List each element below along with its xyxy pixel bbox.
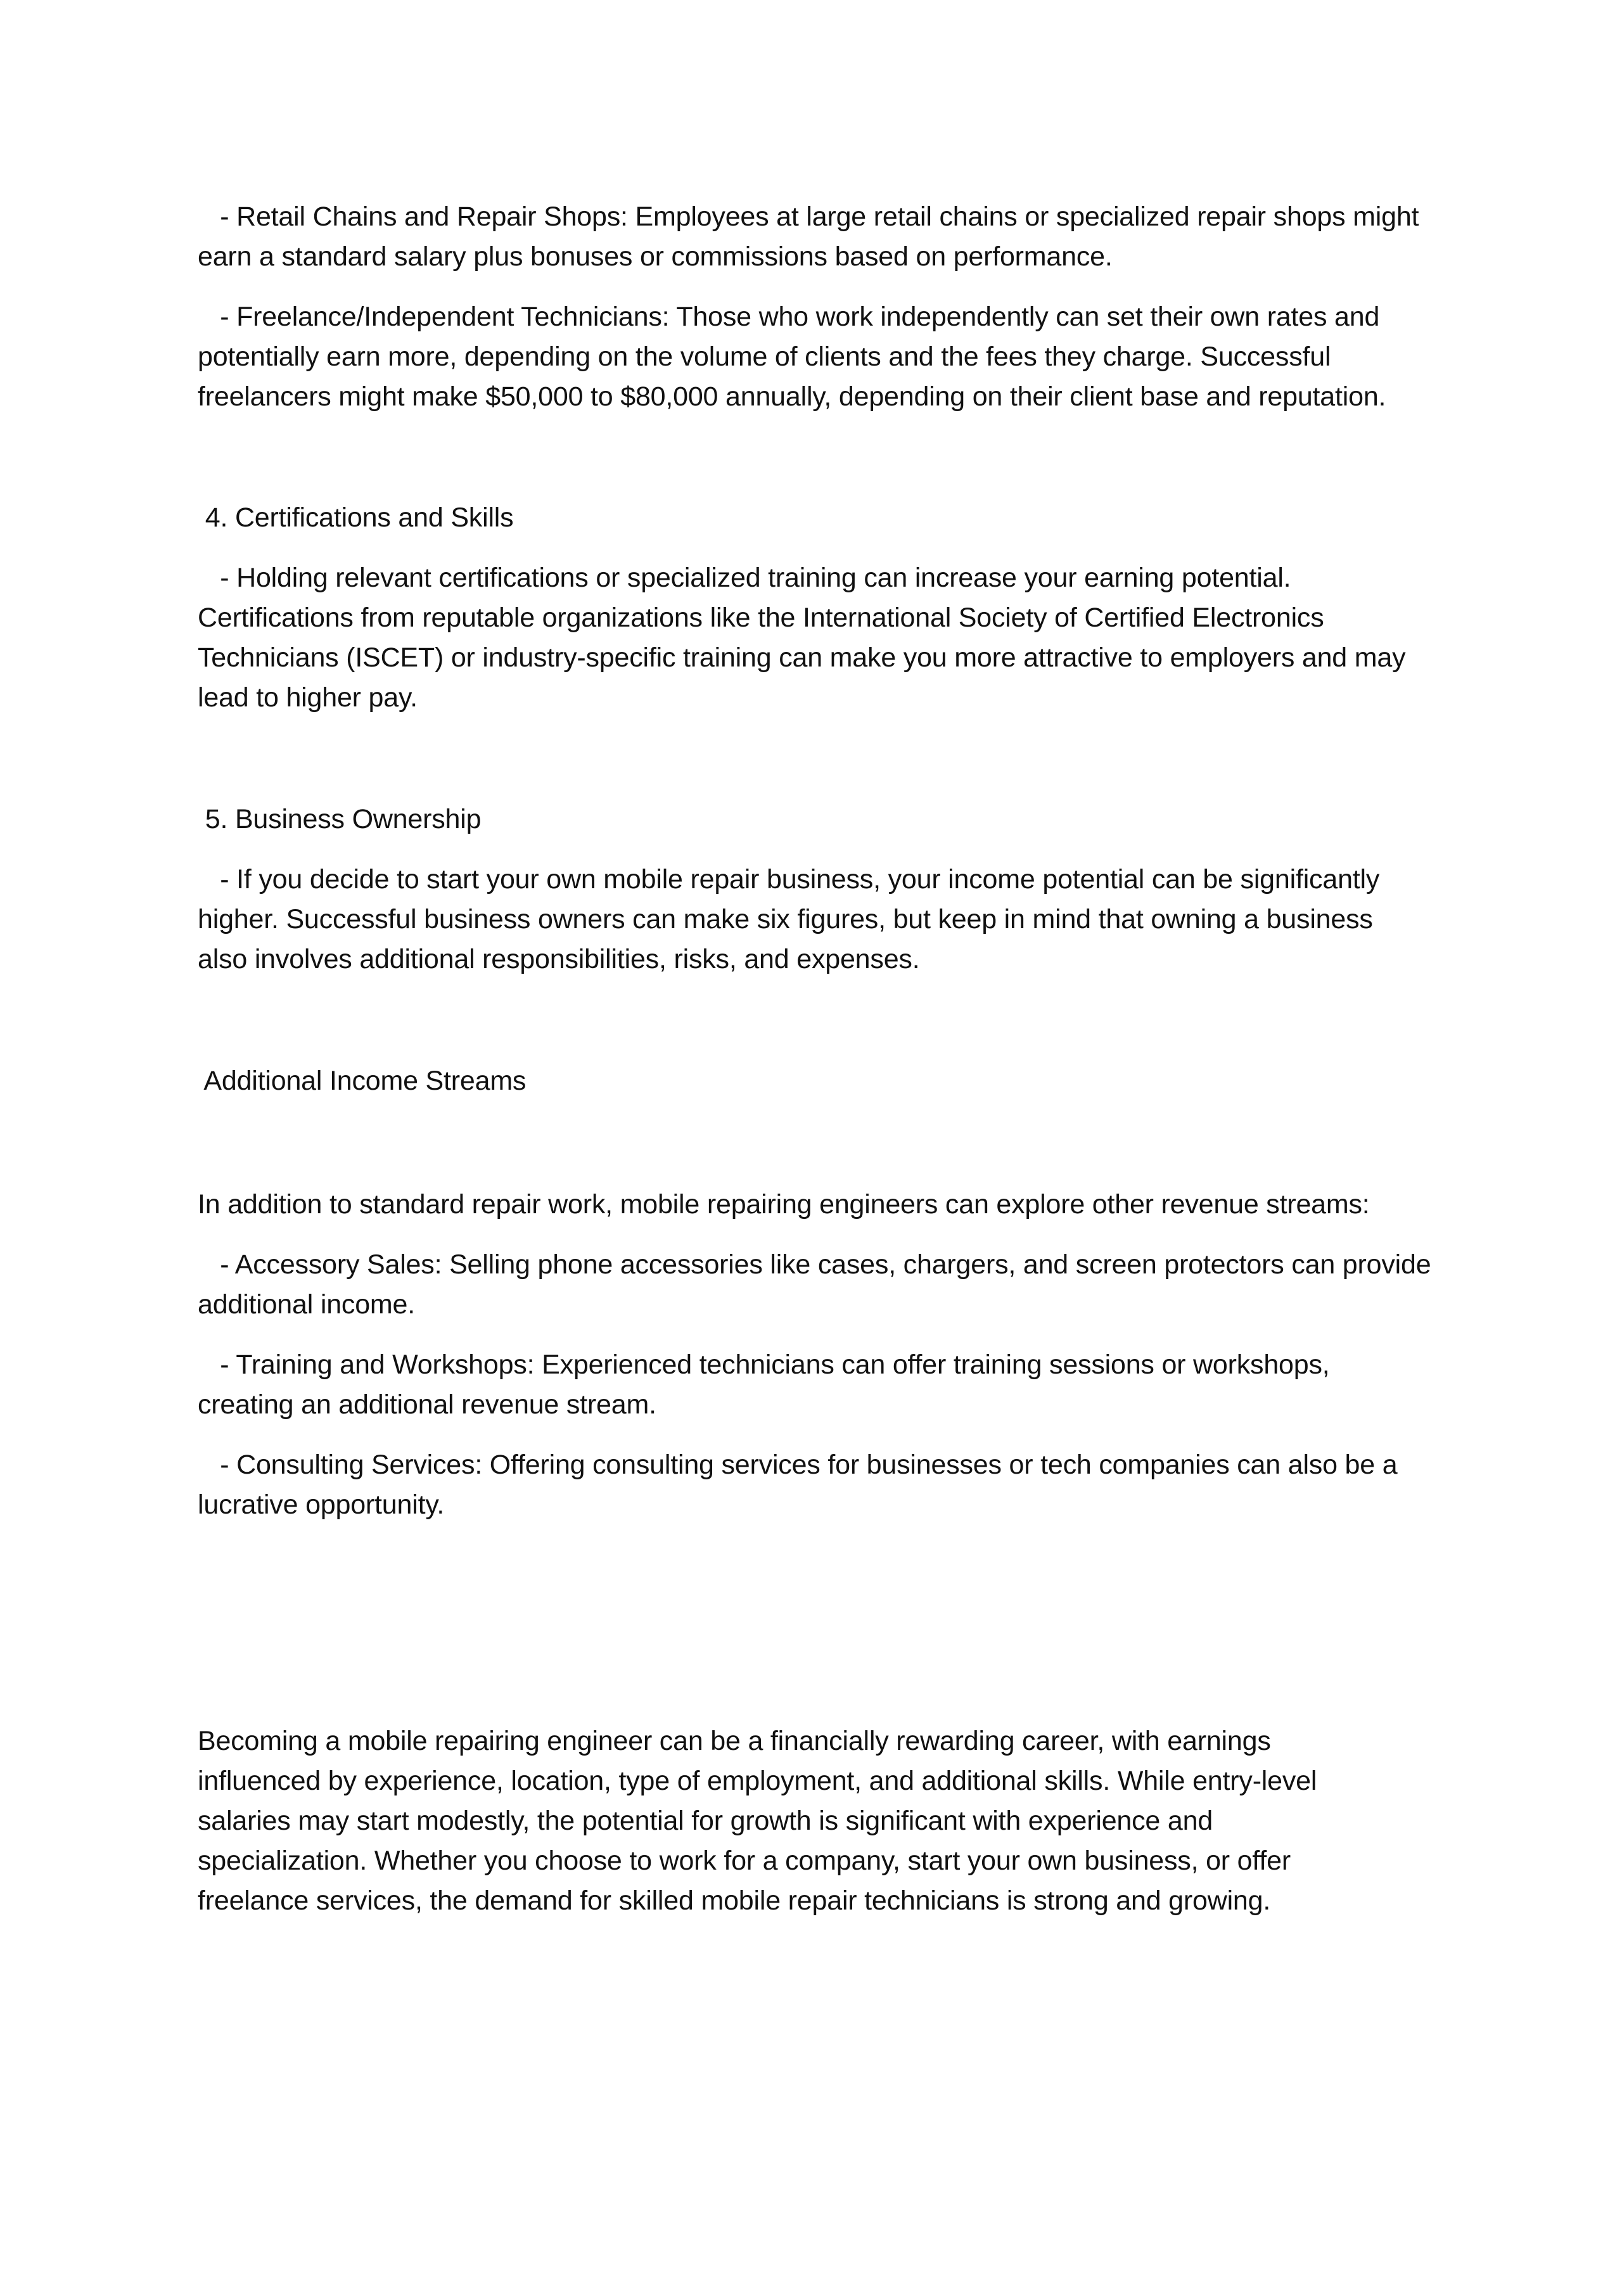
training-workshops-line-1: - Training and Workshops: Experienced technicians can offer training sessions or workshops, [198, 1349, 1330, 1380]
business-ownership-heading: 5. Business Ownership [198, 804, 482, 834]
certifications-line-3: Technicians (ISCET) or industry-specific training can make you more attractive to employers and may [198, 642, 1406, 673]
consulting-services-line-1: - Consulting Services: Offering consulting services for businesses or tech companies can also be a [198, 1450, 1398, 1480]
conclusion-line-5: freelance services, the demand for skilled mobile repair technicians is strong and growing. [198, 1885, 1271, 1916]
freelance-line-3: freelancers might make $50,000 to $80,000 annually, depending on their client base and reputation. [198, 381, 1386, 412]
conclusion-line-4: specialization. Whether you choose to work for a company, start your own business, or offer [198, 1846, 1291, 1876]
additional-income-heading: Additional Income Streams [198, 1066, 527, 1096]
certifications-line-4: lead to higher pay. [198, 682, 418, 713]
consulting-services-line-2: lucrative opportunity. [198, 1489, 445, 1520]
accessory-sales-line-2: additional income. [198, 1289, 416, 1320]
freelance-line-1: - Freelance/Independent Technicians: Those who work independently can set their own rates and [198, 302, 1380, 332]
retail-chains-line-2: earn a standard salary plus bonuses or commissions based on performance. [198, 241, 1113, 272]
retail-chains-line-1: - Retail Chains and Repair Shops: Employees at large retail chains or specialized repair shops might [198, 201, 1419, 232]
certifications-line-2: Certifications from reputable organizations like the International Society of Certified Electronics [198, 603, 1324, 633]
certifications-line-1: - Holding relevant certifications or specialized training can increase your earning potential. [198, 563, 1291, 593]
business-ownership-line-1: - If you decide to start your own mobile repair business, your income potential can be significantly [198, 864, 1380, 895]
conclusion-line-1: Becoming a mobile repairing engineer can be a financially rewarding career, with earnings [198, 1726, 1271, 1756]
conclusion-line-2: influenced by experience, location, type of employment, and additional skills. While entry-level [198, 1766, 1317, 1796]
additional-income-intro: In addition to standard repair work, mobile repairing engineers can explore other revenue streams: [198, 1189, 1370, 1220]
freelance-line-2: potentially earn more, depending on the volume of clients and the fees they charge. Successful [198, 341, 1331, 372]
business-ownership-line-2: higher. Successful business owners can make six figures, but keep in mind that owning a business [198, 904, 1373, 934]
accessory-sales-line-1: - Accessory Sales: Selling phone accessories like cases, chargers, and screen protectors can provide [198, 1249, 1431, 1280]
certifications-heading: 4. Certifications and Skills [198, 502, 514, 533]
training-workshops-line-2: creating an additional revenue stream. [198, 1389, 656, 1420]
business-ownership-line-3: also involves additional responsibilities, risks, and expenses. [198, 944, 920, 974]
conclusion-line-3: salaries may start modestly, the potential for growth is significant with experience and [198, 1806, 1213, 1836]
